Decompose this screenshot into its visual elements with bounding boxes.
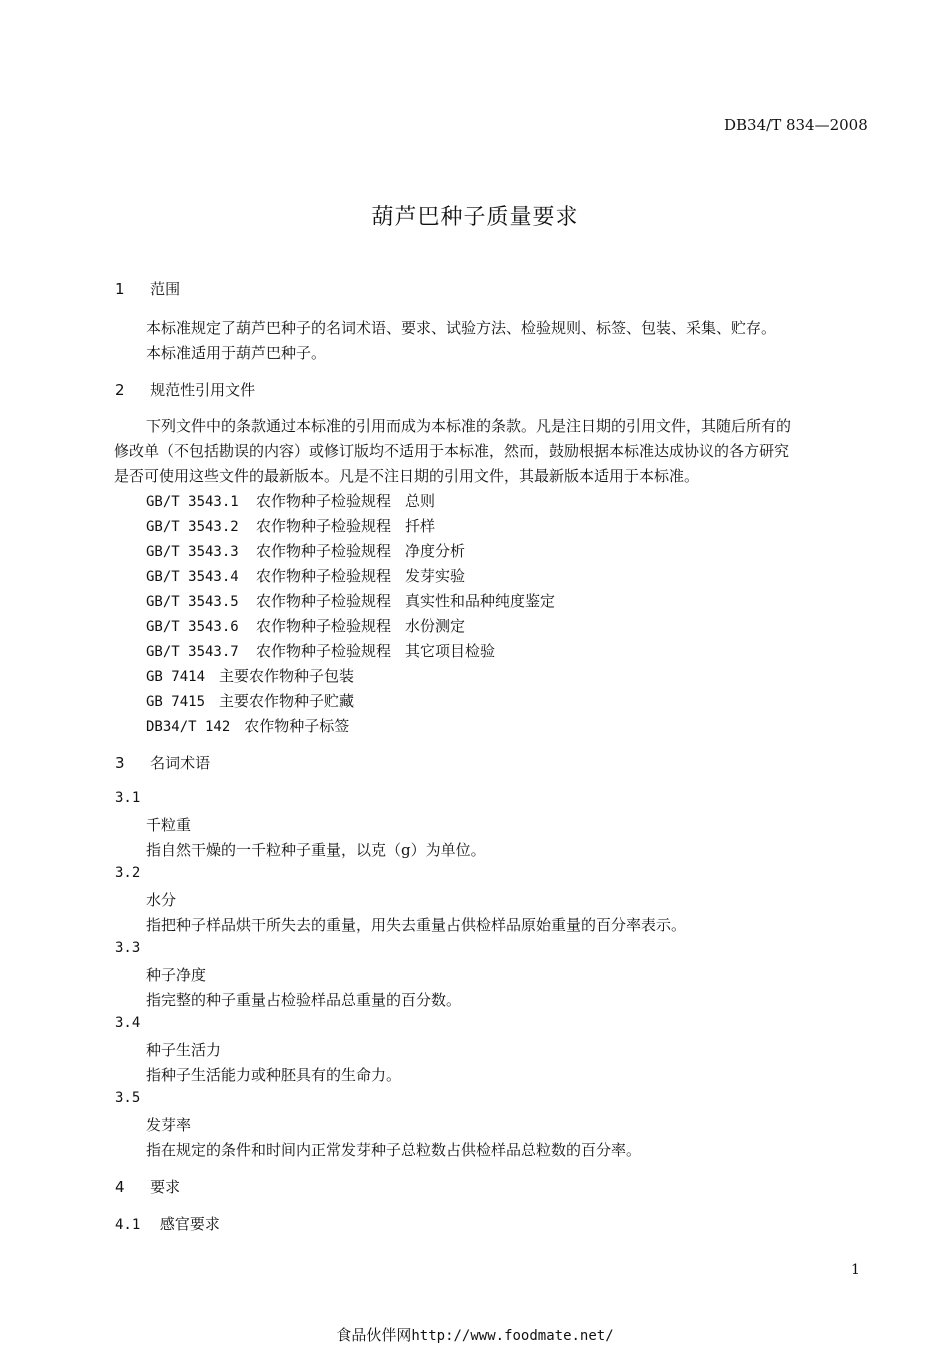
reference-part: 总则: [405, 492, 436, 510]
reference-code: GB/T 3543.4: [146, 569, 239, 585]
reference-code: GB 7415: [146, 694, 206, 710]
reference-item: [146, 540, 465, 561]
subsection-title: 感官要求: [159, 1215, 220, 1233]
reference-code: GB/T 3543.1: [146, 494, 239, 510]
reference-part: 真实性和品种纯度鉴定: [405, 592, 556, 610]
reference-part: 其它项目检验: [405, 642, 496, 660]
reference-part: 水份测定: [405, 617, 466, 635]
reference-part: 发芽实验: [405, 567, 466, 585]
term-name: 种子净度: [146, 966, 207, 984]
reference-name: 农作物种子检验规程: [256, 542, 392, 560]
reference-item: [146, 565, 465, 586]
term-definition: 指种子生活能力或种胚具有的生命力。: [146, 1066, 402, 1084]
term-definition: 指在规定的条件和时间内正常发芽种子总粒数占供检样品总粒数的百分率。: [146, 1141, 642, 1159]
reference-code: GB/T 3543.5: [146, 594, 239, 610]
reference-code: GB/T 3543.2: [146, 519, 239, 535]
subsection-number: 4.1: [115, 1217, 141, 1233]
reference-name: 农作物种子检验规程: [256, 642, 392, 660]
reference-name: 主要农作物种子包装: [219, 667, 355, 685]
reference-name: 农作物种子检验规程: [256, 617, 392, 635]
term-number: 3.5: [115, 1090, 141, 1106]
section-1-heading: [115, 278, 180, 299]
reference-item: [146, 665, 354, 686]
reference-code: GB/T 3543.6: [146, 619, 239, 635]
section-number: 3: [115, 754, 125, 772]
section-2-heading: [115, 379, 255, 400]
reference-item: [146, 640, 495, 661]
section-title: 要求: [150, 1178, 181, 1196]
term-definition: 指把种子样品烘干所失去的重量，用失去重量占供检样品原始重量的百分率表示。: [146, 916, 687, 934]
reference-part: 扦样: [405, 517, 436, 535]
paragraph: 本标准规定了葫芦巴种子的名词术语、要求、试验方法、检验规则、标签、包装、采集、贮存。: [146, 319, 777, 337]
section-number: 4: [115, 1178, 125, 1196]
term-name: 水分: [146, 891, 177, 909]
section-number: 2: [115, 381, 125, 399]
term-name: 千粒重: [146, 816, 192, 834]
standard-code: DB34/T 834—2008: [724, 116, 868, 134]
term-name: 发芽率: [146, 1116, 192, 1134]
reference-item: [146, 690, 354, 711]
section-number: 1: [115, 280, 125, 298]
reference-item: [146, 490, 435, 511]
term-number: 3.3: [115, 940, 141, 956]
section-title: 规范性引用文件: [150, 381, 256, 399]
reference-name: 农作物种子检验规程: [256, 592, 392, 610]
term-definition: 指完整的种子重量占检验样品总重量的百分数。: [146, 991, 462, 1009]
reference-item: [146, 615, 465, 636]
document-title: 葫芦巴种子质量要求: [371, 205, 579, 230]
reference-name: 农作物种子检验规程: [256, 517, 392, 535]
reference-code: GB/T 3543.7: [146, 644, 239, 660]
term-definition: 指自然干燥的一千粒种子重量，以克（g）为单位。: [146, 841, 486, 859]
paragraph-line: 是否可使用这些文件的最新版本。凡是不注日期的引用文件，其最新版本适用于本标准。: [114, 467, 700, 485]
paragraph-line: 修改单（不包括勘误的内容）或修订版均不适用于本标准，然而，鼓励根据本标准达成协议的各方研究: [114, 442, 790, 460]
reference-name: 农作物种子标签: [244, 717, 350, 735]
reference-item: [146, 590, 555, 611]
subsection-4-1-heading: [115, 1213, 220, 1234]
reference-code: GB/T 3543.3: [146, 544, 239, 560]
reference-item: [146, 515, 435, 536]
section-4-heading: [115, 1176, 180, 1197]
reference-part: 净度分析: [405, 542, 466, 560]
reference-name: 农作物种子检验规程: [256, 567, 392, 585]
section-title: 名词术语: [150, 754, 211, 772]
term-number: 3.4: [115, 1015, 141, 1031]
section-title: 范围: [150, 280, 181, 298]
footer-site-name: 食品伙伴网: [336, 1326, 412, 1344]
reference-item: [146, 715, 349, 736]
paragraph-line: 下列文件中的条款通过本标准的引用而成为本标准的条款。凡是注日期的引用文件，其随后所有的: [146, 417, 792, 435]
reference-name: 农作物种子检验规程: [256, 492, 392, 510]
paragraph: 本标准适用于葫芦巴种子。: [146, 344, 327, 362]
reference-code: DB34/T 142: [146, 719, 231, 735]
reference-name: 主要农作物种子贮藏: [219, 692, 355, 710]
footer: [0, 1324, 950, 1345]
reference-code: GB 7414: [146, 669, 206, 685]
term-number: 3.2: [115, 865, 141, 881]
section-3-heading: [115, 752, 210, 773]
footer-url[interactable]: http://www.foodmate.net/: [411, 1328, 614, 1344]
term-name: 种子生活力: [146, 1041, 222, 1059]
term-number: 3.1: [115, 790, 141, 806]
page-number: 1: [851, 1262, 860, 1278]
